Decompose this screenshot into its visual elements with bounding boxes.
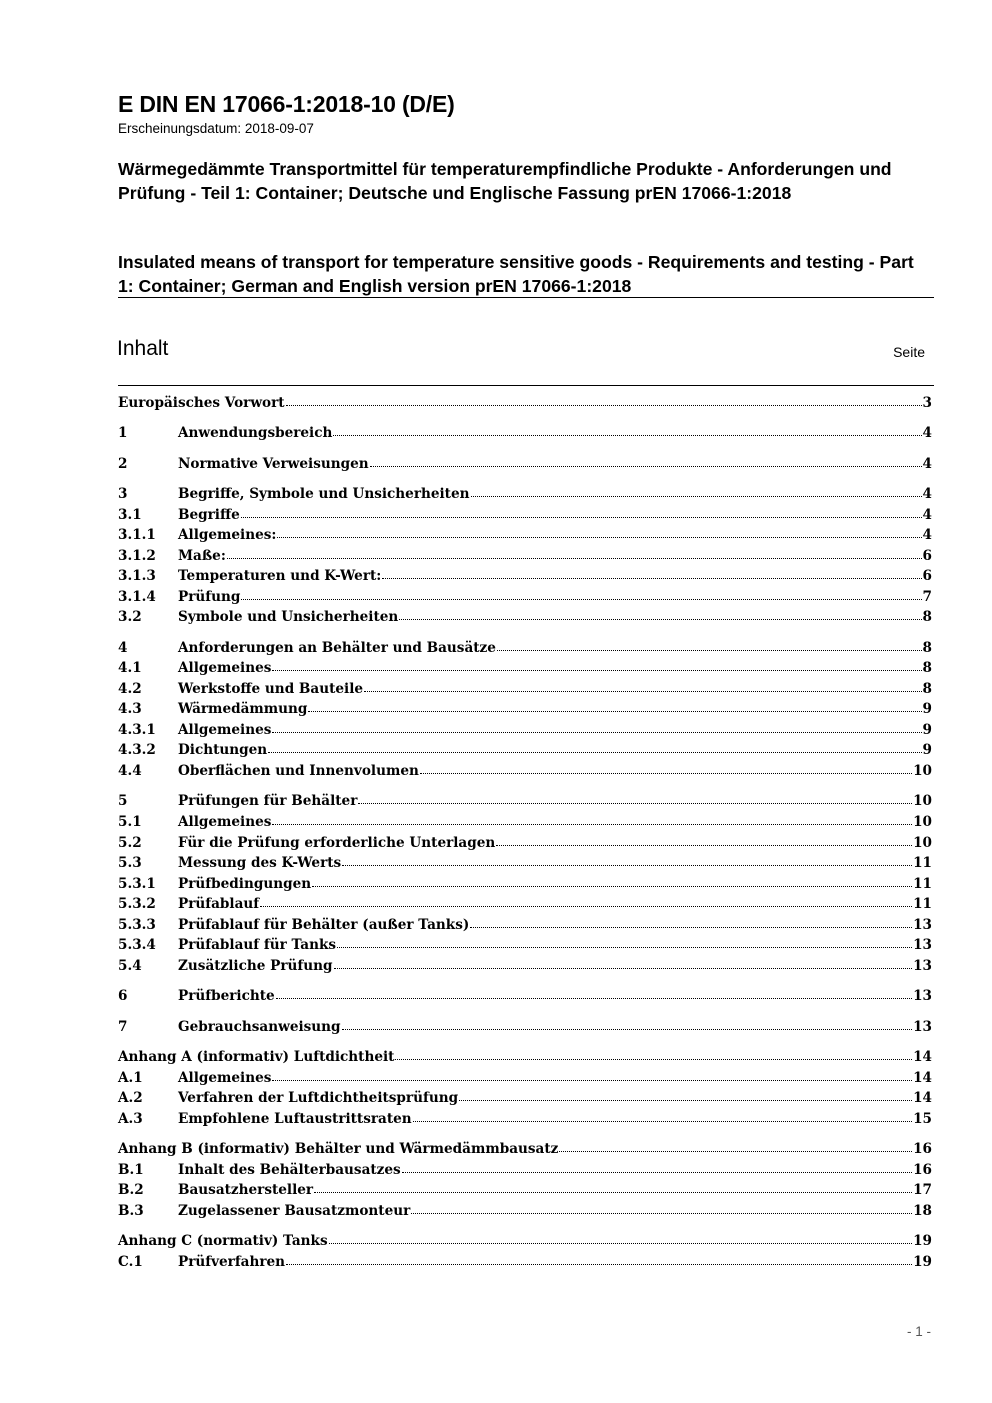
toc-entry-label: Begriffe, Symbole und Unsicherheiten (178, 486, 470, 502)
toc-entry-number: 4.2 (118, 681, 142, 697)
toc-entry-page: 13 (913, 917, 932, 933)
toc-entry-page: 13 (913, 988, 932, 1004)
publication-date: Erscheinungsdatum: 2018-09-07 (118, 121, 314, 136)
toc-entry-number: 4.3.1 (118, 722, 156, 738)
toc-entry-page: 10 (913, 835, 932, 851)
toc-dot-leader (342, 865, 912, 866)
toc-entry-number: 4.1 (118, 660, 142, 676)
toc-entry-label: Europäisches Vorwort (118, 395, 285, 411)
toc-entry-page: 6 (922, 548, 932, 564)
toc-entry-page: 10 (913, 763, 932, 779)
toc-entry-number: 5.3.1 (118, 876, 156, 892)
toc-entry[interactable] (118, 1111, 932, 1131)
toc-entry-page: 4 (922, 486, 932, 502)
toc-entry-label: Wärmedämmung (178, 701, 308, 717)
toc-entry[interactable] (118, 876, 932, 896)
toc-entry-number: 3 (118, 486, 128, 502)
toc-entry[interactable] (118, 1203, 932, 1223)
toc-entry-number: 3.2 (118, 609, 142, 625)
toc-entry[interactable] (118, 1070, 932, 1090)
toc-entry-label: Allgemeines (178, 1070, 272, 1086)
toc-entry-label: Zugelassener Bausatzmonteur (178, 1203, 411, 1219)
toc-entry-number: 3.1 (118, 507, 142, 523)
toc-entry[interactable] (118, 814, 932, 834)
toc-entry-label: Inhalt des Behälterbausatzes (178, 1162, 401, 1178)
toc-entry-label: Prüfungen für Behälter (178, 793, 358, 809)
toc-dot-leader (334, 968, 913, 969)
toc-entry-label: Dichtungen (178, 742, 268, 758)
toc-dot-leader (329, 1243, 912, 1244)
toc-entry-label: Maße: (178, 548, 226, 564)
toc-entry-number: 5.3 (118, 855, 142, 871)
toc-entry-number: 7 (118, 1019, 128, 1035)
toc-entry-page: 6 (922, 568, 932, 584)
toc-entry[interactable] (118, 742, 932, 762)
toc-entry-number: 4.3.2 (118, 742, 156, 758)
toc-entry-label: Prüfung (178, 589, 241, 605)
toc-dot-leader (411, 1213, 912, 1214)
toc-entry[interactable] (118, 1233, 932, 1253)
toc-dot-leader (272, 670, 921, 671)
toc-entry[interactable] (118, 527, 932, 547)
toc-entry-label: Verfahren der Luftdichtheitsprüfung (178, 1090, 459, 1106)
toc-entry-number: 5.3.3 (118, 917, 156, 933)
toc-entry[interactable] (118, 701, 932, 721)
toc-dot-leader (559, 1151, 912, 1152)
toc-entry-page: 11 (913, 876, 932, 892)
toc-dot-leader (470, 927, 912, 928)
toc-entry-number: 5.3.2 (118, 896, 156, 912)
toc-dot-leader (241, 599, 921, 600)
toc-entry-label: Anhang B (informativ) Behälter und Wärmedämmbausatz (118, 1141, 559, 1157)
toc-entry-number: A.3 (118, 1111, 143, 1127)
toc-entry-label: Prüfberichte (178, 988, 275, 1004)
toc-dot-leader (399, 619, 921, 620)
toc-entry-number: 5.1 (118, 814, 142, 830)
toc-entry-page: 18 (913, 1203, 932, 1219)
toc-entry[interactable] (118, 425, 932, 445)
toc-dot-leader (382, 578, 921, 579)
toc-entry-page: 13 (913, 958, 932, 974)
toc-dot-leader (402, 1172, 912, 1173)
toc-entry-number: A.2 (118, 1090, 143, 1106)
toc-entry-number: 3.1.1 (118, 527, 156, 543)
toc-entry-number: 5.2 (118, 835, 142, 851)
toc-entry-page: 8 (922, 640, 932, 656)
toc-dot-leader (260, 906, 912, 907)
toc-entry-page: 13 (913, 937, 932, 953)
toc-entry-number: 4.4 (118, 763, 142, 779)
title-divider (118, 297, 934, 298)
toc-entry-page: 8 (922, 609, 932, 625)
toc-dot-leader (272, 732, 921, 733)
toc-entry[interactable] (118, 855, 932, 875)
toc-entry-page: 4 (922, 527, 932, 543)
toc-entry-label: Oberflächen und Innenvolumen (178, 763, 419, 779)
toc-entry-page: 16 (913, 1141, 932, 1157)
toc-dot-leader (337, 947, 912, 948)
toc-entry-number: 2 (118, 456, 128, 472)
toc-entry[interactable] (118, 609, 932, 629)
toc-divider (118, 385, 934, 386)
toc-dot-leader (272, 1080, 912, 1081)
toc-entry[interactable] (118, 1141, 932, 1161)
toc-entry[interactable] (118, 1090, 932, 1110)
toc-entry-label: Allgemeines (178, 660, 272, 676)
document-id: E DIN EN 17066-1:2018-10 (D/E) (118, 91, 455, 117)
toc-entry-number: 4.3 (118, 701, 142, 717)
toc-dot-leader (459, 1100, 912, 1101)
toc-entry[interactable] (118, 1182, 932, 1202)
toc-entry-number: 5.4 (118, 958, 142, 974)
toc-entry-number: B.2 (118, 1182, 144, 1198)
toc-entry-page: 14 (913, 1049, 932, 1065)
toc-entry-page: 9 (922, 722, 932, 738)
toc-entry-label: Werkstoffe und Bauteile (178, 681, 364, 697)
toc-dot-leader (227, 558, 922, 559)
toc-entry-label: Symbole und Unsicherheiten (178, 609, 399, 625)
toc-entry[interactable] (118, 640, 932, 660)
toc-entry-label: Bausatzhersteller (178, 1182, 314, 1198)
toc-dot-leader (471, 496, 922, 497)
title-english: Insulated means of transport for temperature sensitive goods - Requirements and testing - Part 1: Container; German and English version prEN 17066-1:2018 (118, 252, 914, 296)
toc-dot-leader (308, 711, 921, 712)
toc-entry-page: 4 (922, 425, 932, 441)
toc-dot-leader (420, 773, 912, 774)
toc-dot-leader (277, 537, 921, 538)
toc-entry-label: Begriffe (178, 507, 240, 523)
toc-entry-label: Anhang C (normativ) Tanks (118, 1233, 328, 1249)
toc-entry-label: Anhang A (informativ) Luftdichtheit (118, 1049, 395, 1065)
toc-entry[interactable] (118, 958, 932, 978)
toc-dot-leader (276, 998, 912, 999)
toc-entry-label: Zusätzliche Prüfung (178, 958, 333, 974)
toc-entry-page: 7 (922, 589, 932, 605)
toc-entry-number: 3.1.4 (118, 589, 156, 605)
toc-entry[interactable] (118, 1162, 932, 1182)
toc-entry-label: Allgemeines (178, 814, 272, 830)
toc-entry[interactable] (118, 568, 932, 588)
toc-dot-leader (358, 803, 912, 804)
toc-entry-label: Allgemeines (178, 722, 272, 738)
toc-entry-label: Prüfablauf (178, 896, 260, 912)
toc-entry-label: Prüfablauf für Behälter (außer Tanks) (178, 917, 470, 933)
toc-dot-leader (370, 466, 922, 467)
toc-entry-label: Messung des K-Werts (178, 855, 342, 871)
toc-heading: Inhalt (117, 337, 169, 360)
toc-entry[interactable] (118, 1049, 932, 1069)
toc-entry[interactable] (118, 486, 932, 506)
toc-entry[interactable] (118, 896, 932, 916)
toc-entry[interactable] (118, 763, 932, 783)
toc-entry-page: 19 (913, 1254, 932, 1270)
toc-entry-page: 4 (922, 507, 932, 523)
toc-entry-label: Anforderungen an Behälter und Bausätze (178, 640, 496, 656)
toc-entry-number: 6 (118, 988, 128, 1004)
toc-entry[interactable] (118, 835, 932, 855)
toc-entry-label: Temperaturen und K-Wert: (178, 568, 382, 584)
toc-dot-leader (286, 1264, 912, 1265)
toc-entry-page: 3 (922, 395, 932, 411)
toc-entry[interactable] (118, 988, 932, 1008)
toc-entry-page: 9 (922, 701, 932, 717)
toc-entry-page: 11 (913, 896, 932, 912)
toc-entry[interactable] (118, 589, 932, 609)
toc-entry[interactable] (118, 1254, 932, 1274)
toc-dot-leader (395, 1059, 912, 1060)
toc-entry-page: 9 (922, 742, 932, 758)
toc-entry-page: 11 (913, 855, 932, 871)
toc-entry-number: B.1 (118, 1162, 144, 1178)
toc-entry-page: 8 (922, 660, 932, 676)
toc-entry-page: 16 (913, 1162, 932, 1178)
toc-entry[interactable] (118, 395, 932, 415)
toc-entry-page: 13 (913, 1019, 932, 1035)
toc-entry[interactable] (118, 917, 932, 937)
toc-dot-leader (496, 845, 912, 846)
toc-dot-leader (413, 1121, 912, 1122)
title-german: Wärmegedämmte Transportmittel für temperaturempfindliche Produkte - Anforderungen und Prüfung - Teil 1: Container; Deutsche und Englische Fassung prEN 17066-1:2018 (118, 159, 892, 203)
toc-dot-leader (497, 650, 922, 651)
toc-dot-leader (268, 752, 921, 753)
toc-entry[interactable] (118, 456, 932, 476)
toc-entry[interactable] (118, 507, 932, 527)
toc-entry-number: 4 (118, 640, 128, 656)
toc-entry-page: 14 (913, 1070, 932, 1086)
toc-dot-leader (364, 691, 922, 692)
toc-entry-label: Allgemeines: (178, 527, 277, 543)
toc-dot-leader (286, 405, 922, 406)
toc-page-column-label: Seite (893, 344, 925, 360)
toc-entry[interactable] (118, 1019, 932, 1039)
page-number: - 1 - (906, 1324, 931, 1339)
toc-dot-leader (272, 824, 912, 825)
toc-entry[interactable] (118, 722, 932, 742)
toc-entry[interactable] (118, 937, 932, 957)
toc-entry-label: Prüfverfahren (178, 1254, 286, 1270)
toc-entry-number: 3.1.3 (118, 568, 156, 584)
toc-entry-label: Prüfbedingungen (178, 876, 312, 892)
toc-entry-page: 14 (913, 1090, 932, 1106)
toc-dot-leader (333, 435, 921, 436)
toc-entry-label: Gebrauchsanweisung (178, 1019, 341, 1035)
toc-entry-number: C.1 (118, 1254, 143, 1270)
toc-entry-label: Anwendungsbereich (178, 425, 333, 441)
toc-entry-number: 1 (118, 425, 128, 441)
toc-entry-number: 5 (118, 793, 128, 809)
toc-entry-page: 17 (913, 1182, 932, 1198)
toc-entry-page: 15 (913, 1111, 932, 1127)
toc-entry[interactable] (118, 548, 932, 568)
toc-entry-page: 8 (922, 681, 932, 697)
toc-entry-number: 3.1.2 (118, 548, 156, 564)
toc-entry-number: A.1 (118, 1070, 143, 1086)
toc-entry-page: 4 (922, 456, 932, 472)
toc-entry-label: Prüfablauf für Tanks (178, 937, 337, 953)
toc-entry-number: B.3 (118, 1203, 144, 1219)
toc-dot-leader (314, 1192, 912, 1193)
toc-entry-label: Empfohlene Luftaustrittsraten (178, 1111, 412, 1127)
toc-entry-number: 5.3.4 (118, 937, 156, 953)
toc-entry[interactable] (118, 793, 932, 813)
toc-dot-leader (342, 1029, 913, 1030)
toc-entry-label: Normative Verweisungen (178, 456, 369, 472)
toc-entry[interactable] (118, 681, 932, 701)
toc-entry-page: 19 (913, 1233, 932, 1249)
toc-entry-page: 10 (913, 793, 932, 809)
toc-entry-label: Für die Prüfung erforderliche Unterlagen (178, 835, 496, 851)
toc-dot-leader (241, 517, 922, 518)
toc-entry-page: 10 (913, 814, 932, 830)
toc-dot-leader (312, 886, 912, 887)
toc-entry[interactable] (118, 660, 932, 680)
